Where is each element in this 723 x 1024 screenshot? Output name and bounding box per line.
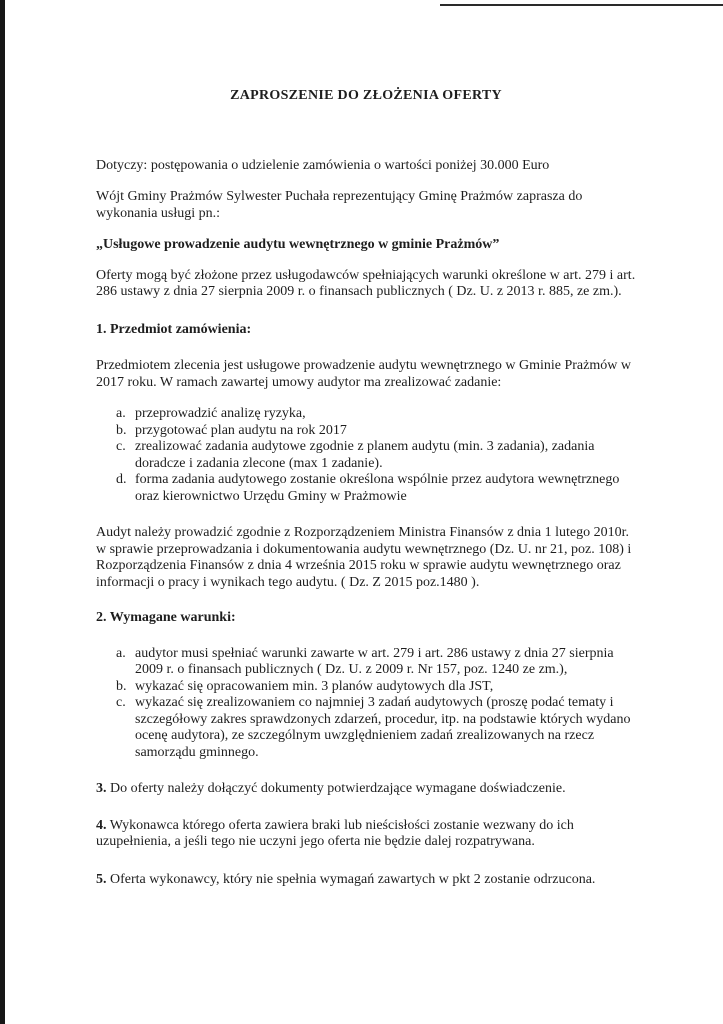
list-marker: a. bbox=[116, 406, 126, 421]
scan-edge-left bbox=[0, 0, 5, 1024]
point-5-number: 5. bbox=[96, 871, 107, 887]
point-5-text: Oferta wykonawcy, który nie spełnia wymagań zawartych w pkt 2 zostanie odrzucona. bbox=[110, 871, 596, 887]
section-2-heading: 2. Wymagane warunki: bbox=[96, 610, 236, 625]
section-1-text: Przedmiotem zlecenia jest usługowe prowadzenie audytu wewnętrznego w Gminie Prażmów w 2017 roku. W ramach zawartej umowy audytor ma zrealizować zadanie: bbox=[96, 358, 631, 390]
list-item bbox=[96, 423, 636, 440]
point-4-number: 4. bbox=[96, 817, 107, 833]
list-marker: d. bbox=[116, 472, 127, 487]
service-name: „Usługowe prowadzenie audytu wewnętrznego w gminie Prażmów” bbox=[96, 237, 500, 252]
list-item-text: wykazać się opracowaniem min. 3 planów audytowych dla JST, bbox=[135, 678, 494, 694]
point-4-text: Wykonawca którego oferta zawiera braki lub nieścisłości zostanie wezwany do ich uzupełnienia, a jeśli tego nie uczyni jego oferta nie będzie dalej rozpatrywana. bbox=[96, 817, 574, 849]
section-2-list bbox=[96, 646, 636, 762]
list-item bbox=[96, 646, 636, 679]
list-item-text: przeprowadzić analizę ryzyka, bbox=[135, 406, 306, 421]
list-item-text: audytor musi spełniać warunki zawarte w art. 279 i art. 286 ustawy z dnia 27 sierpnia 2009 r. o finansach publicznych ( Dz. U. z 2009 r. Nr 157, poz. 1240 ze zm.), bbox=[135, 645, 614, 677]
point-4-paragraph bbox=[96, 818, 636, 851]
audit-regulation-paragraph: Audyt należy prowadzić zgodnie z Rozporządzeniem Ministra Finansów z dnia 1 lutego 2010r. w sprawie przeprowadzania i dokumentowania audytu wewnętrznego (Dz. U. nr 21, poz. 108) i Rozporządzenia Finansów z dnia 4 września 2015 roku w sprawie audytu wewnętrznego oraz informacji o pracy i wynikach tego audytu. ( Dz. Z 2015 poz.1480 ). bbox=[96, 525, 632, 590]
point-5-paragraph bbox=[96, 872, 636, 889]
list-item bbox=[96, 439, 636, 472]
list-item-text: przygotować plan audytu na rok 2017 bbox=[135, 422, 347, 438]
point-3-text: Do oferty należy dołączyć dokumenty potwierdzające wymagane doświadczenie. bbox=[110, 781, 566, 796]
invitation-paragraph: Wójt Gminy Prażmów Sylwester Puchała reprezentujący Gminę Prażmów zaprasza do wykonania usługi pn.: bbox=[96, 189, 583, 221]
list-marker: c. bbox=[116, 695, 126, 710]
section-1-list bbox=[96, 406, 636, 505]
list-item bbox=[96, 695, 636, 761]
subject-line: Dotyczy: postępowania o udzielenie zamówienia o wartości poniżej 30.000 Euro bbox=[96, 157, 550, 173]
point-3-number: 3. bbox=[96, 781, 107, 796]
list-marker: b. bbox=[116, 422, 127, 438]
list-marker: a. bbox=[116, 645, 126, 661]
document-page bbox=[96, 88, 636, 888]
list-marker: b. bbox=[116, 678, 127, 694]
list-item-text: wykazać się zrealizowaniem co najmniej 3 zadań audytowych (proszę podać tematy i szczegółowy zakres sprawdzonych zdarzeń, procedur, itp. na podstawie których wydano ocenę audytora), ze szczególnym uwzględnieniem zadań zrealizowanych na rzecz samorządu gminnego. bbox=[135, 695, 631, 760]
section-1-heading: 1. Przedmiot zamówienia: bbox=[96, 321, 252, 337]
list-item bbox=[96, 679, 636, 696]
document-title: ZAPROSZENIE DO ZŁOŻENIA OFERTY bbox=[230, 88, 502, 103]
scan-edge-top bbox=[440, 4, 723, 6]
list-marker: c. bbox=[116, 439, 126, 454]
list-item bbox=[96, 472, 636, 505]
list-item bbox=[96, 406, 636, 423]
list-item-text: zrealizować zadania audytowe zgodnie z planem audytu (min. 3 zadania), zadania doradcze i zadania zlecone (max 1 zadanie). bbox=[135, 439, 595, 471]
offers-paragraph: Oferty mogą być złożone przez usługodawców spełniających warunki określone w art. 279 i art. 286 ustawy z dnia 27 sierpnia 2009 r. o finansach publicznych ( Dz. U. z 2013 r. 885, ze zm.). bbox=[96, 267, 636, 299]
point-3-paragraph bbox=[96, 781, 636, 798]
list-item-text: forma zadania audytowego zostanie określona wspólnie przez audytora wewnętrznego oraz kierownictwo Urzędu Gminy w Prażmowie bbox=[135, 472, 620, 504]
